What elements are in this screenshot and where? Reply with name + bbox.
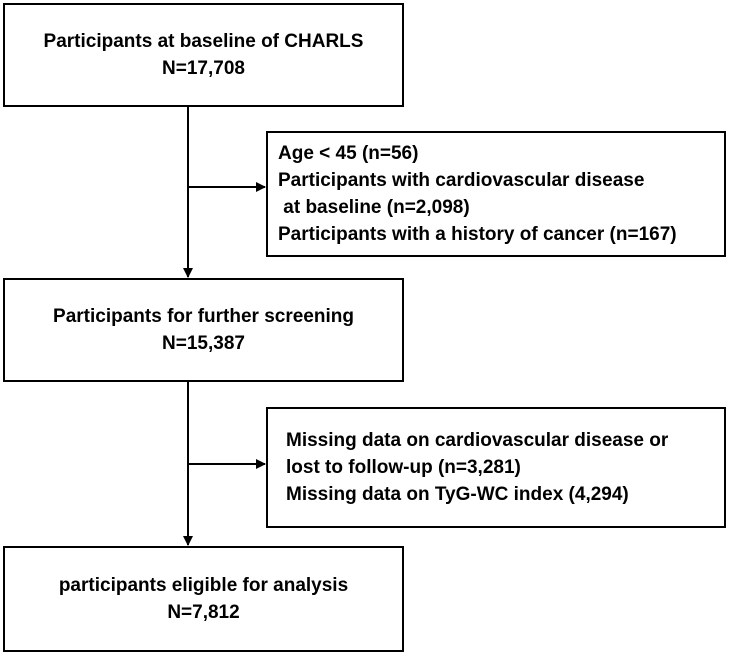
screening-title: Participants for further screening bbox=[53, 306, 354, 327]
eligible-title: participants eligible for analysis bbox=[58, 575, 349, 596]
eligible-box bbox=[3, 546, 404, 652]
exclusion2-line-missing-tyg: Missing data on TyG-WC index (4,294) bbox=[286, 484, 629, 505]
baseline-title: Participants at baseline of CHARLS bbox=[43, 31, 364, 52]
exclusion1-line-cvd-cont: at baseline (n=2,098) bbox=[278, 197, 470, 218]
baseline-box bbox=[3, 3, 404, 107]
exclusion1-line-age: Age < 45 (n=56) bbox=[278, 143, 419, 164]
exclusion1-line-cancer: Participants with a history of cancer (n=167) bbox=[278, 224, 677, 245]
exclusion2-line-missing-cvd: Missing data on cardiovascular disease or bbox=[286, 430, 669, 451]
screening-box bbox=[3, 278, 404, 382]
exclusion1-box bbox=[266, 131, 726, 257]
baseline-count: N=17,708 bbox=[162, 58, 245, 79]
screening-count: N=15,387 bbox=[162, 333, 245, 354]
exclusion2-box bbox=[266, 407, 726, 528]
exclusion2-line-lost: lost to follow-up (n=3,281) bbox=[286, 457, 521, 478]
eligible-count: N=7,812 bbox=[167, 602, 240, 623]
exclusion1-line-cvd: Participants with cardiovascular disease bbox=[278, 170, 645, 191]
